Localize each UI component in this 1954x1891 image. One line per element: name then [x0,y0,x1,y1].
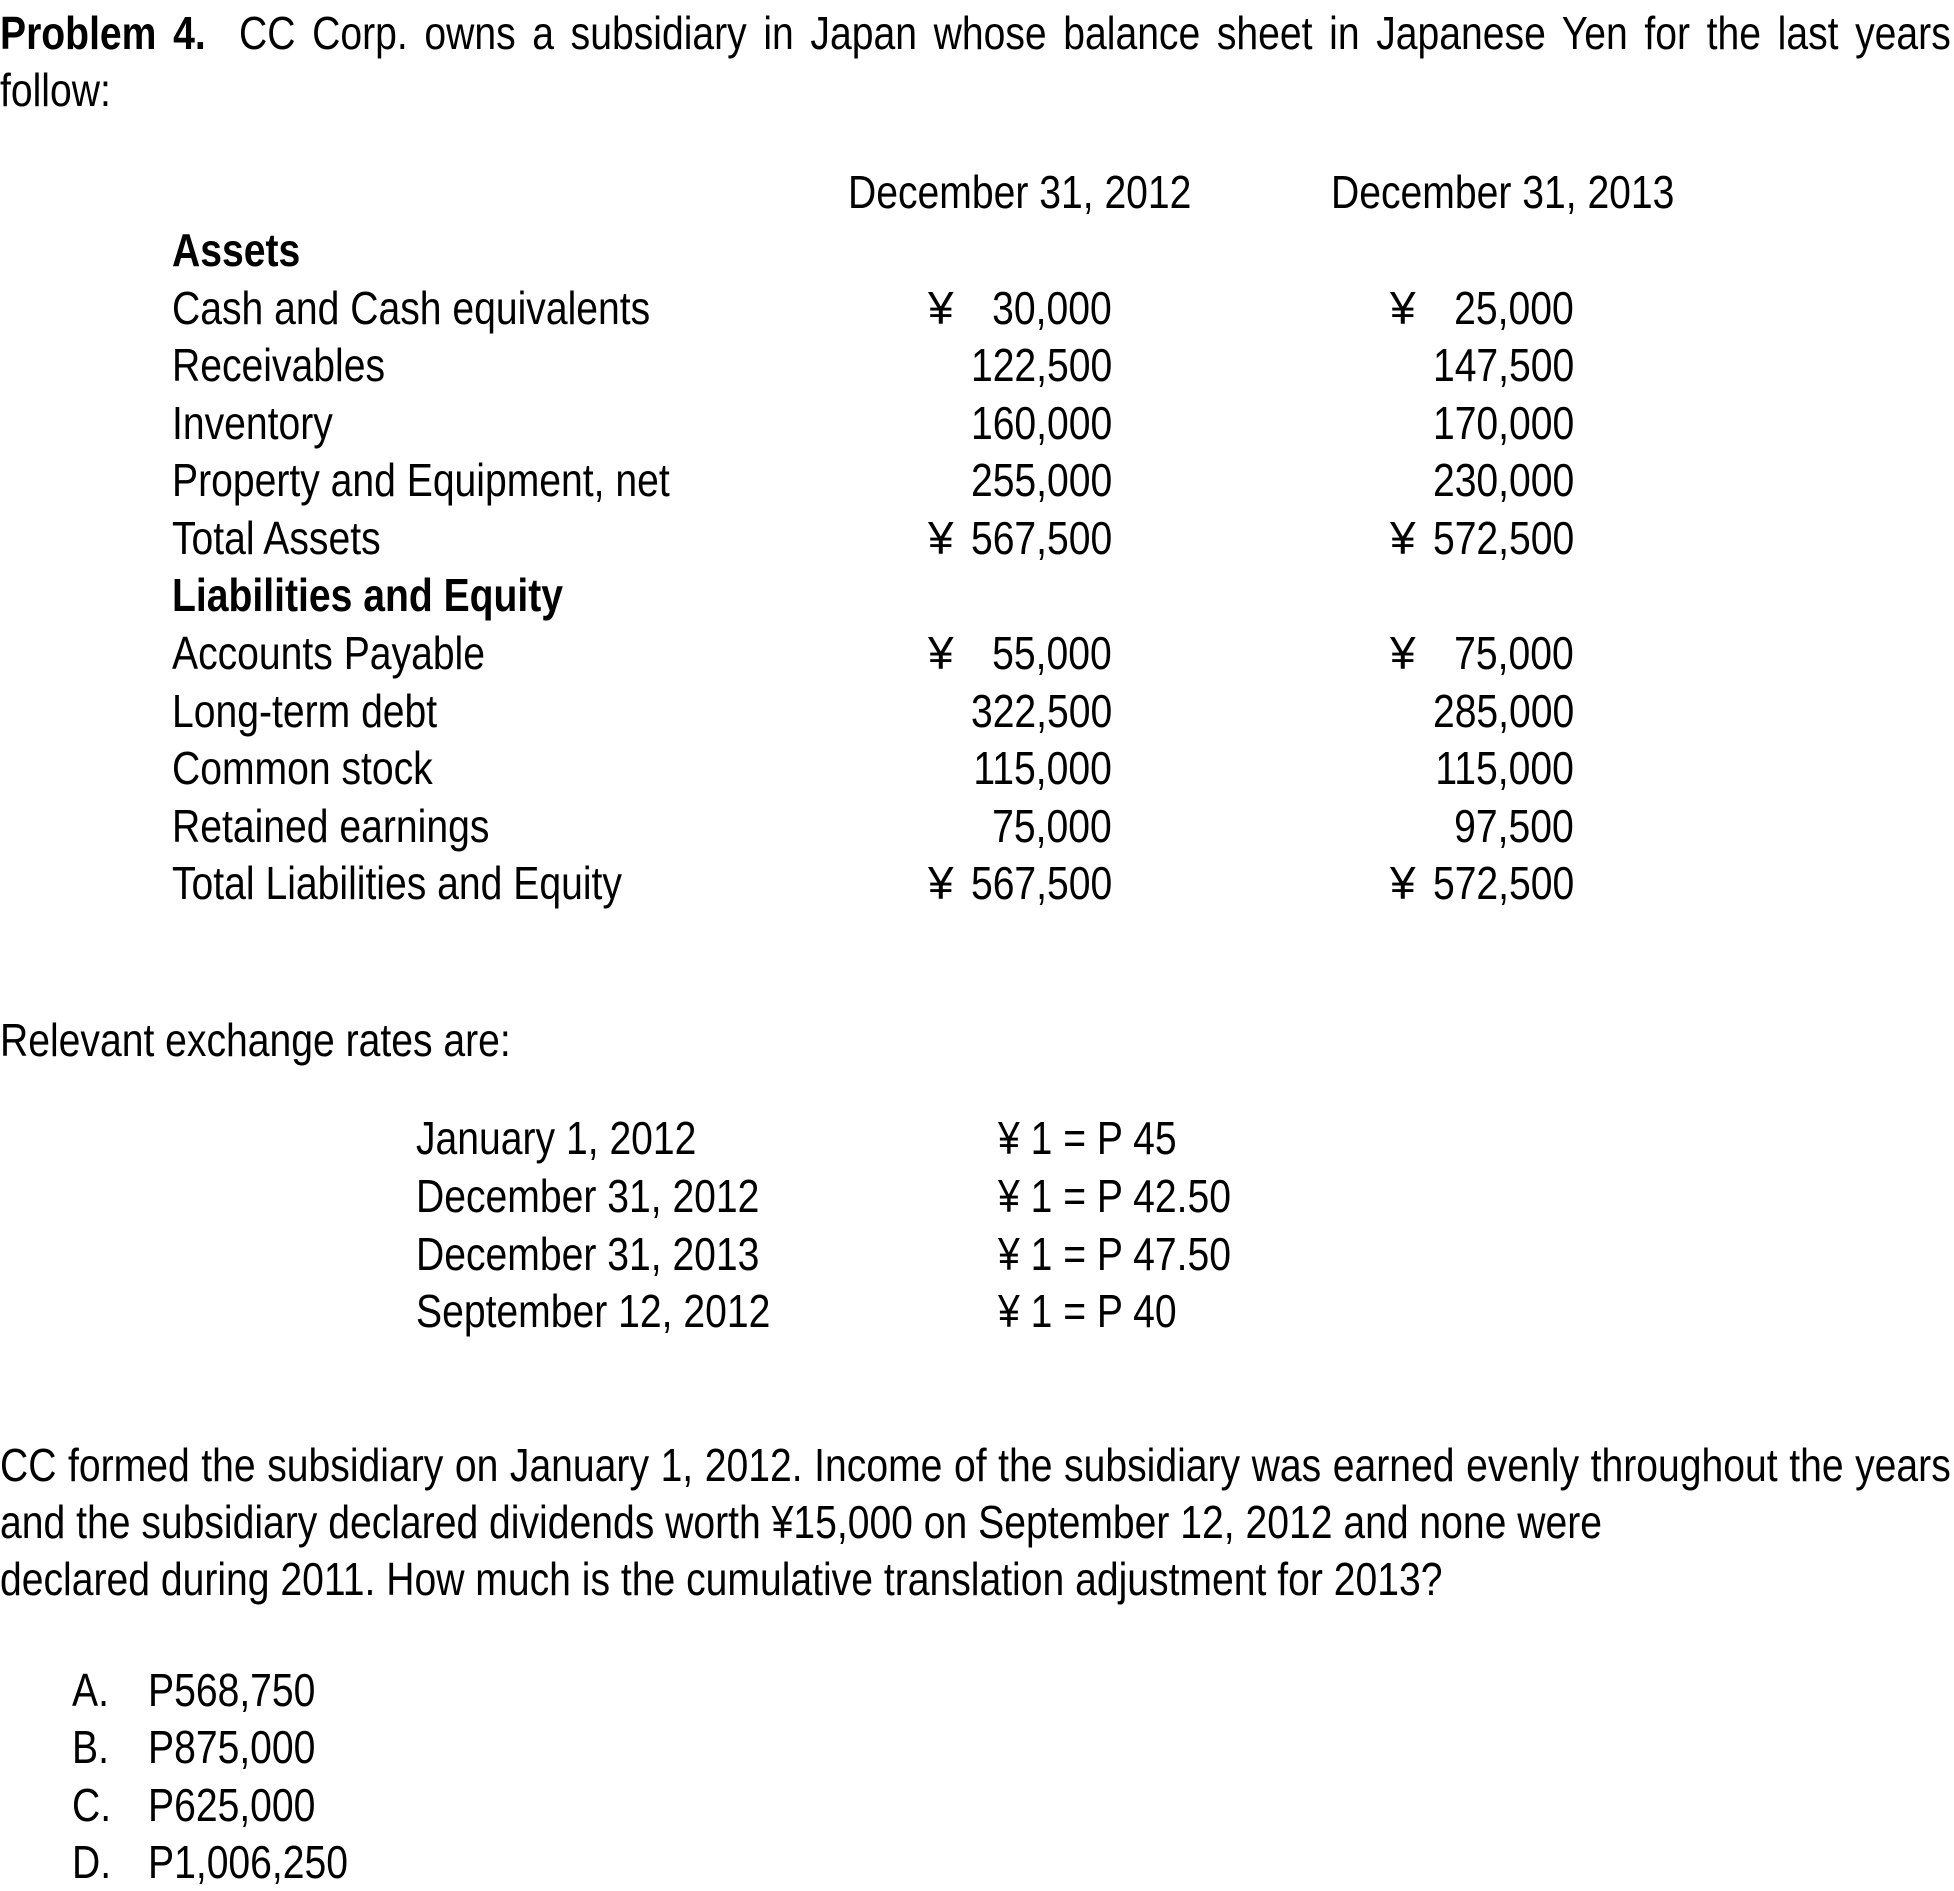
row-label: Cash and Cash equivalents [172,282,651,334]
column-header-2013: December 31, 2013 [1331,166,1675,218]
choice-letter: B. [72,1721,109,1773]
rate-date: January 1, 2012 [416,1112,697,1164]
value-2012: 567,500 [970,512,1112,564]
row-label: Total Liabilities and Equity [172,857,622,909]
choice-letter: D. [72,1836,112,1888]
rate-value: ¥ 1 = P 47.50 [998,1228,1232,1280]
rate-value: ¥ 1 = P 40 [998,1285,1177,1337]
exchange-rates-heading: Relevant exchange rates are: [0,1014,511,1066]
rate-date: September 12, 2012 [416,1285,771,1337]
value-2013: 97,500 [1454,800,1574,852]
rate-date: December 31, 2012 [416,1170,760,1222]
choice-letter: C. [72,1779,112,1831]
value-2012: 30,000 [992,282,1112,334]
choice-text: P1,006,250 [148,1836,349,1888]
value-2012: 567,500 [970,857,1112,909]
currency-symbol: ¥ [928,627,954,679]
value-2012: 122,500 [970,339,1112,391]
choice-letter: A. [72,1664,109,1716]
value-2012: 75,000 [992,800,1112,852]
row-label: Property and Equipment, net [172,454,670,506]
value-2013: 115,000 [1435,742,1574,794]
currency-symbol: ¥ [928,512,954,564]
value-2012: 255,000 [970,454,1112,506]
problem-intro-text: CC Corp. owns a subsidiary in Japan whose balance sheet in Japanese Yen for the last years follow: [0,7,1951,116]
row-label: Common stock [172,742,433,794]
value-2013: 170,000 [1432,397,1574,449]
row-label: Accounts Payable [172,627,485,679]
value-2012: 160,000 [970,397,1112,449]
currency-symbol: ¥ [1390,627,1416,679]
rate-value: ¥ 1 = P 45 [998,1112,1177,1164]
value-2013: 25,000 [1454,282,1574,334]
row-label: Receivables [172,339,385,391]
value-2013: 572,500 [1432,512,1574,564]
choice-text: P625,000 [148,1779,316,1831]
row-label: Total Assets [172,512,381,564]
value-2013: 572,500 [1432,857,1574,909]
currency-symbol: ¥ [1390,512,1416,564]
value-2013: 75,000 [1454,627,1574,679]
question-text: CC formed the subsidiary on January 1, 2012. Income of the subsidiary was earned evenly throughout the years and the subsidiary declared dividends worth ¥15,000 on September 12, 2012 and none were [0,1439,1951,1548]
section-assets: Assets [172,224,301,276]
rate-value: ¥ 1 = P 42.50 [998,1170,1232,1222]
choice-text: P568,750 [148,1664,316,1716]
choice-text: P875,000 [148,1721,316,1773]
row-label: Inventory [172,397,333,449]
value-2012: 322,500 [970,685,1112,737]
problem-intro [0,5,1951,119]
value-2013: 230,000 [1432,454,1574,506]
row-label: Retained earnings [172,800,490,852]
value-2012: 55,000 [992,627,1112,679]
currency-symbol: ¥ [928,857,954,909]
value-2013: 147,500 [1432,339,1574,391]
rate-date: December 31, 2013 [416,1228,760,1280]
value-2013: 285,000 [1432,685,1574,737]
column-header-2012: December 31, 2012 [848,166,1192,218]
value-2012: 115,000 [973,742,1112,794]
currency-symbol: ¥ [1390,857,1416,909]
section-liabilities-equity: Liabilities and Equity [172,569,564,621]
currency-symbol: ¥ [1390,282,1416,334]
currency-symbol: ¥ [928,282,954,334]
row-label: Long-term debt [172,685,438,737]
problem-label: Problem 4. [0,7,206,59]
question-text-last-line: declared during 2011. How much is the cumulative translation adjustment for 2013? [0,1553,1443,1605]
